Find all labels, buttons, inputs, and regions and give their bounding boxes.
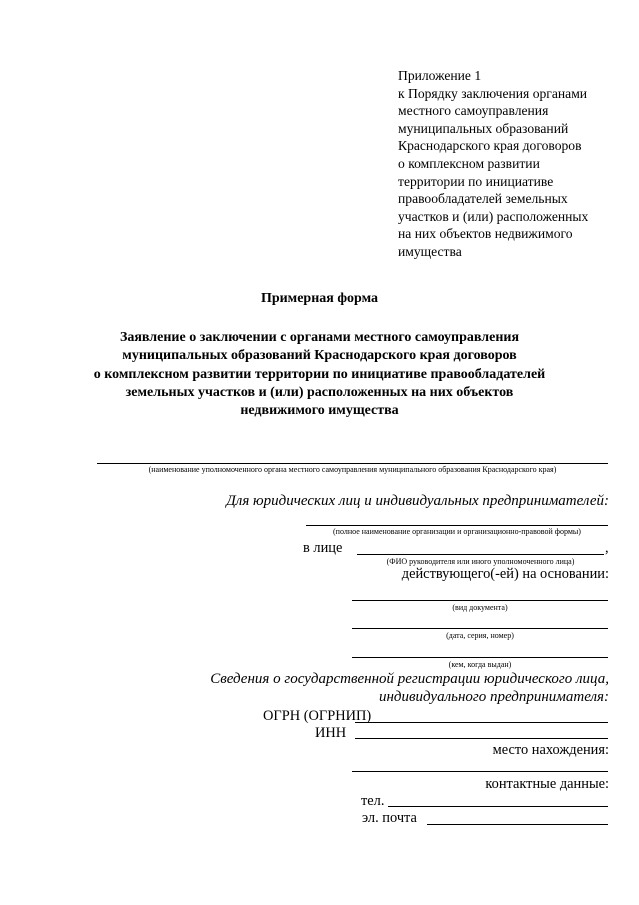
ogrn-label: ОГРН (ОГРНИП) xyxy=(263,708,372,724)
representative-caption: (ФИО руководителя или иного уполномоченного лица) xyxy=(386,557,575,566)
form-type-heading: Примерная форма xyxy=(260,291,379,306)
phone-label: тел. xyxy=(361,793,385,809)
ogrn-field-line[interactable] xyxy=(355,722,608,723)
appendix-line: муниципальных образований xyxy=(398,120,569,136)
document-issued-caption: (кем, когда выдан) xyxy=(448,660,512,669)
recipient-caption: (наименование уполномоченного органа местного самоуправления муниципального образования Краснодарского края) xyxy=(148,465,557,474)
document-title xyxy=(0,329,639,420)
organization-name-field-line[interactable] xyxy=(306,525,608,526)
representative-field-line[interactable] xyxy=(357,554,604,555)
document-type-caption: (вид документа) xyxy=(452,603,508,612)
document-date-caption: (дата, серия, номер) xyxy=(446,631,514,640)
appendix-line: местного самоуправления xyxy=(398,103,549,119)
appendix-line: к Порядку заключения органами xyxy=(398,85,588,101)
document-type-field-line[interactable] xyxy=(352,600,608,601)
email-label: эл. почта xyxy=(362,810,417,826)
appendix-line: участков и (или) расположенных xyxy=(398,208,589,224)
appendix-line: правообладателей земельных xyxy=(398,191,568,207)
location-field-line[interactable] xyxy=(352,771,608,772)
location-label: место нахождения: xyxy=(492,742,609,758)
email-field-line[interactable] xyxy=(427,824,608,825)
represented-by-label: в лице xyxy=(303,540,343,556)
recipient-field-line[interactable] xyxy=(97,463,608,464)
title-line: недвижимого имущества xyxy=(240,403,399,419)
appendix-line: Краснодарского края договоров xyxy=(398,138,582,154)
organization-name-caption: (полное наименование организации и организационно-правовой формы) xyxy=(333,527,581,536)
legal-entity-heading: Для юридических лиц и индивидуальных предпринимателей: xyxy=(226,493,609,509)
acting-on-basis-label: действующего(-ей) на основании: xyxy=(401,566,609,582)
representative-comma: , xyxy=(605,540,609,556)
appendix-line: на них объектов недвижимого xyxy=(398,226,573,242)
contacts-label: контактные данные: xyxy=(485,776,609,792)
appendix-line: Приложение 1 xyxy=(398,68,482,83)
appendix-block xyxy=(398,67,618,261)
title-line: Заявление о заключении с органами местного самоуправления xyxy=(119,330,520,345)
inn-field-line[interactable] xyxy=(355,738,608,739)
registration-heading-line2: индивидуального предпринимателя: xyxy=(378,689,609,705)
title-line: о комплексном развитии территории по инициативе правообладателей xyxy=(93,366,546,382)
appendix-line: о комплексном развитии xyxy=(398,155,540,171)
document-date-field-line[interactable] xyxy=(352,628,608,629)
appendix-line: территории по инициативе xyxy=(398,173,554,189)
inn-label: ИНН xyxy=(315,725,347,741)
appendix-line: имущества xyxy=(398,243,462,259)
title-line: муниципальных образований Краснодарского края договоров xyxy=(122,348,517,364)
registration-heading-line1: Сведения о государственной регистрации юридического лица, xyxy=(210,671,609,687)
document-issued-field-line[interactable] xyxy=(352,657,608,658)
phone-field-line[interactable] xyxy=(388,806,608,807)
title-line: земельных участков и (или) расположенных на них объектов xyxy=(125,384,514,400)
